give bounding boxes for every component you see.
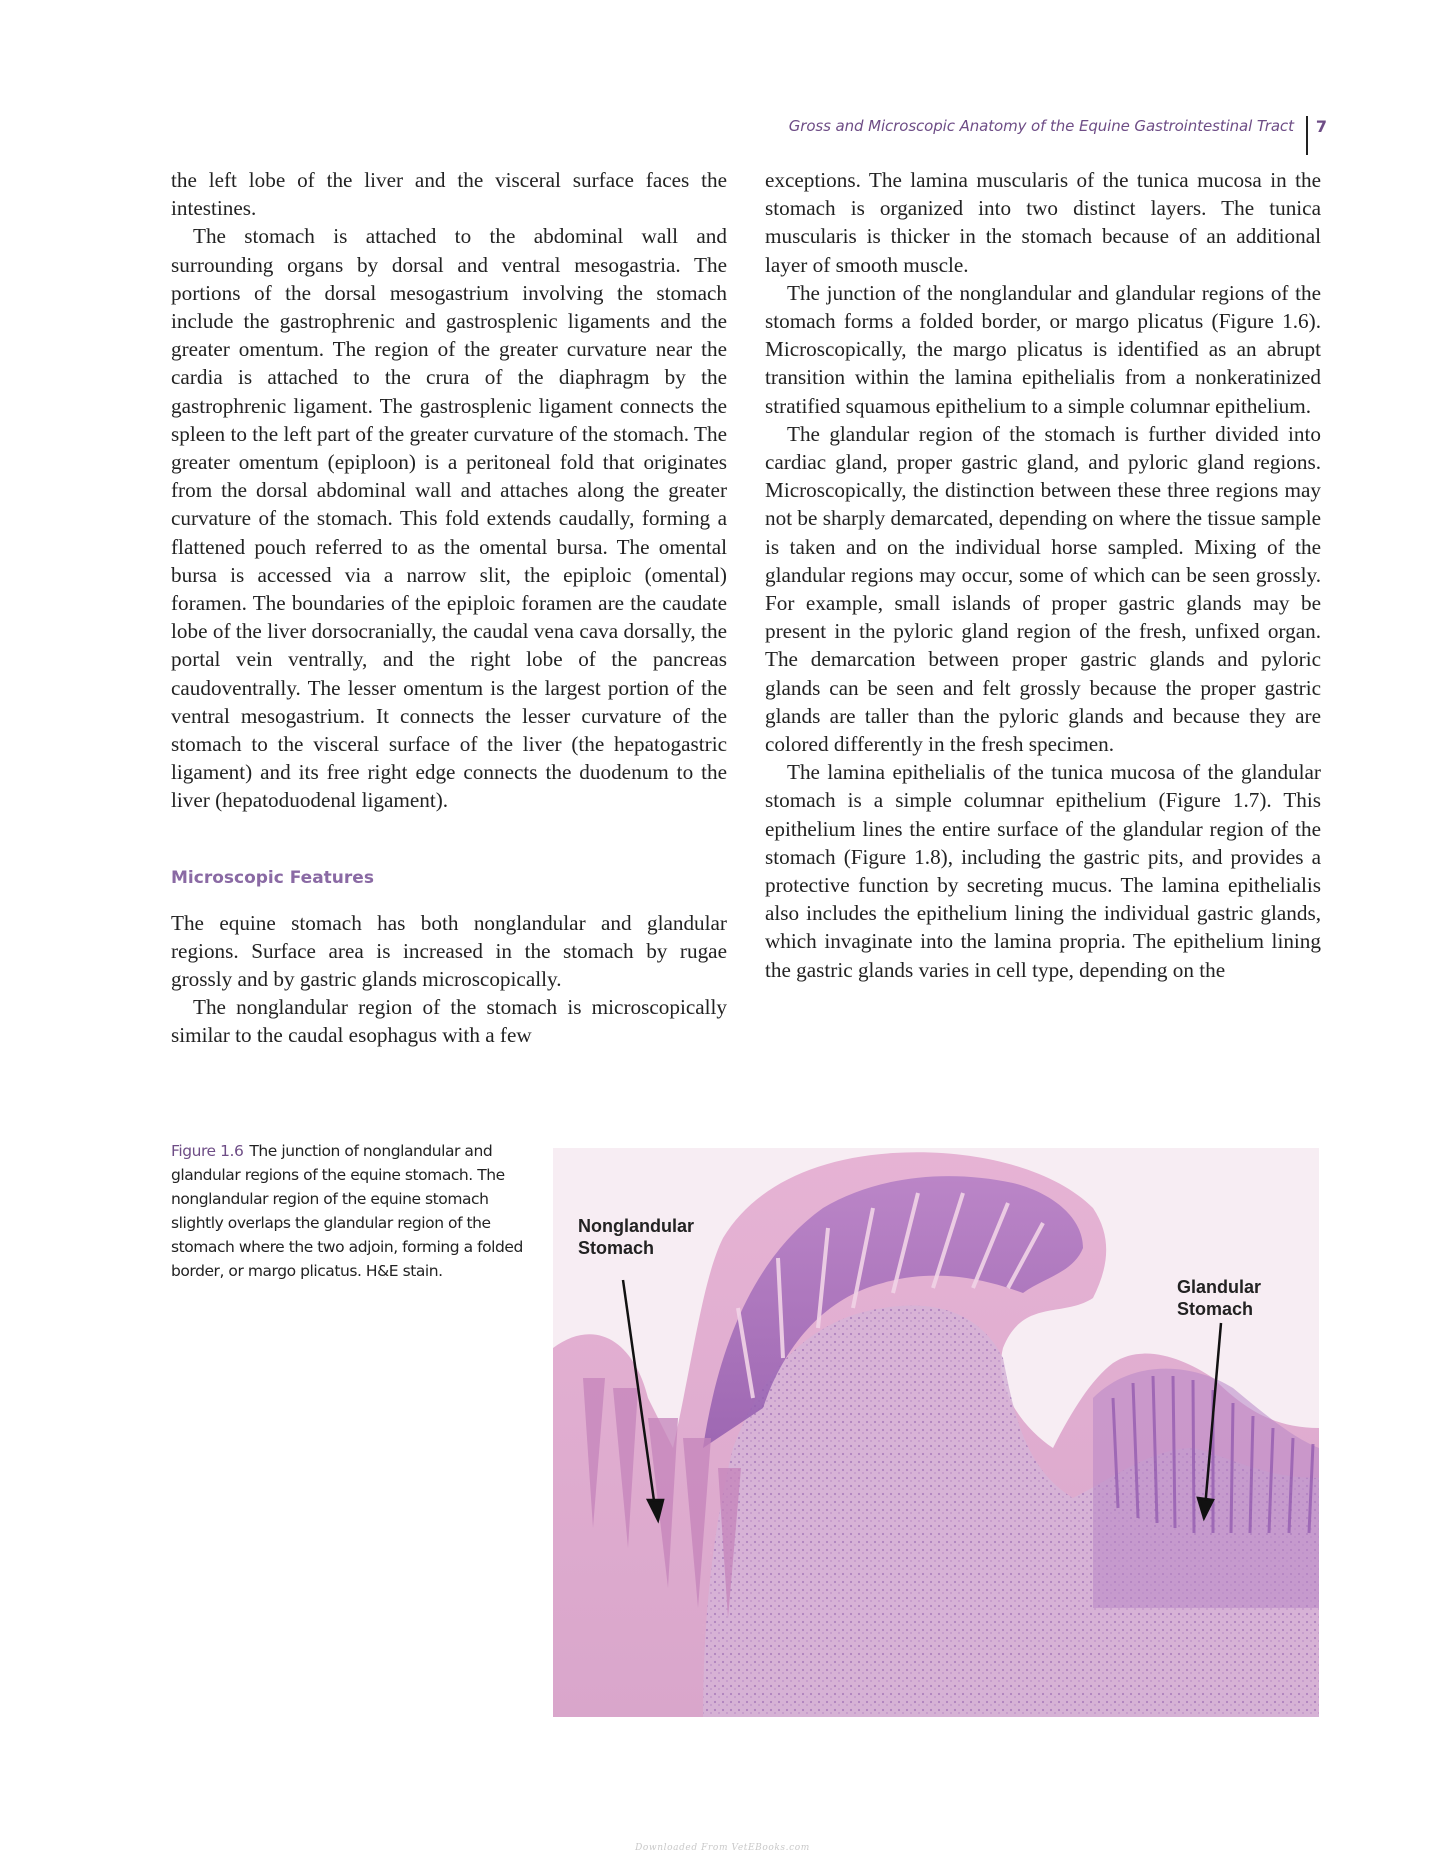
left-column [171, 166, 727, 1050]
header-divider [1306, 116, 1308, 155]
figure-caption [171, 1139, 531, 1283]
paragraph: The lamina epithelialis of the tunica mucosa of the glandular stomach is a simple columnar epithelium (Figure 1.7). This epithelium lines the entire surface of the glandular region of the stomach (Figure 1.8), including the gastric pits, and provides a protective function by secreting mucus. The lamina epithelialis also includes the epithelium lining the individual gastric glands, which invaginate into the lamina propria. The epithelium lining the gastric glands varies in cell type, depending on the [765, 760, 1321, 982]
paragraph: the left lobe of the liver and the visceral surface faces the intestines. [171, 168, 727, 221]
figure-caption-text: The junction of nonglandular and glandular regions of the equine stomach. The nonglandular region of the equine stomach slightly overlaps the glandular region of the stomach where the two adjoin, forming a folded border, or margo plicatus. H&E stain. [171, 1142, 523, 1280]
right-column [765, 166, 1321, 984]
figure-caption-label: Figure 1.6 [171, 1142, 244, 1160]
paragraph: The nonglandular region of the stomach is microscopically similar to the caudal esophagus with a few [171, 995, 727, 1048]
running-title: Gross and Microscopic Anatomy of the Equine Gastrointestinal Tract [788, 117, 1294, 135]
section-heading: Microscopic Features [171, 867, 374, 888]
histology-micrograph [553, 1148, 1319, 1717]
paragraph: exceptions. The lamina muscularis of the tunica mucosa in the stomach is organized into two distinct layers. The tunica muscularis is thicker in the stomach because of an additional layer of smooth muscle. [765, 168, 1321, 277]
running-head [789, 116, 1327, 155]
paragraph: The junction of the nonglandular and glandular regions of the stomach forms a folded border, or margo plicatus (Figure 1.6). Microscopically, the margo plicatus is identified as an abrupt transition within the lamina epithelialis from a nonkeratinized stratified squamous epithelium to a simple columnar epithelium. [765, 280, 1321, 418]
label-glandular-stomach [1177, 1276, 1261, 1320]
watermark: Downloaded From VetEBooks.com [635, 1843, 810, 1853]
page-number: 7 [1315, 117, 1327, 136]
label-nonglandular-line2: Stomach [578, 1238, 655, 1258]
label-glandular-line2: Stomach [1177, 1299, 1254, 1319]
paragraph: The equine stomach has both nonglandular and glandular regions. Surface area is increased in the stomach by rugae grossly and by gastric glands microscopically. [171, 910, 727, 992]
paragraph: The glandular region of the stomach is further divided into cardiac gland, proper gastric gland, and pyloric gland regions. Microscopically, the distinction between these three regions may not be sharply demarcated, depending on where the tissue sample is taken and on the individual horse sampled. Mixing of the glandular regions may occur, some of which can be seen grossly. For example, small islands of proper gastric glands may be present in the pyloric gland region of the fresh, unfixed organ. The demarcation between proper gastric glands and pyloric glands can be seen and felt grossly because the proper gastric glands are taller than the pyloric glands and because they are colored differently in the fresh specimen. [765, 421, 1321, 757]
label-glandular-line1: Glandular [1177, 1277, 1262, 1297]
paragraph: The stomach is attached to the abdominal wall and surrounding organs by dorsal and ventral mesogastria. The portions of the dorsal mesogastrium involving the stomach include the gastrophrenic and gastrosplenic ligaments and the greater omentum. The region of the greater curvature near the cardia is attached to the crura of the diaphragm by the gastrophrenic ligament. The gastrosplenic ligament connects the spleen to the left part of the greater curvature of the stomach. The greater omentum (epiploon) is a peritoneal fold that originates from the dorsal abdominal wall and attaches along the greater curvature of the stomach. This fold extends caudally, forming a flattened pouch referred to as the omental bursa. The omental bursa is accessed via a narrow slit, the epiploic (omental) foramen. The boundaries of the epiploic foramen are the caudate lobe of the liver dorsocranially, the caudal vena cava dorsally, the portal vein ventrally, and the right lobe of the pancreas caudoventrally. The lesser omentum is the largest portion of the ventral mesogastrium. It connects the lesser curvature of the stomach to the visceral surface of the liver (the hepatogastric ligament) and its free right edge connects the duodenum to the liver (hepatoduodenal ligament). [171, 224, 727, 813]
label-nonglandular-stomach [578, 1215, 694, 1259]
label-nonglandular-line1: Nonglandular [578, 1216, 694, 1236]
